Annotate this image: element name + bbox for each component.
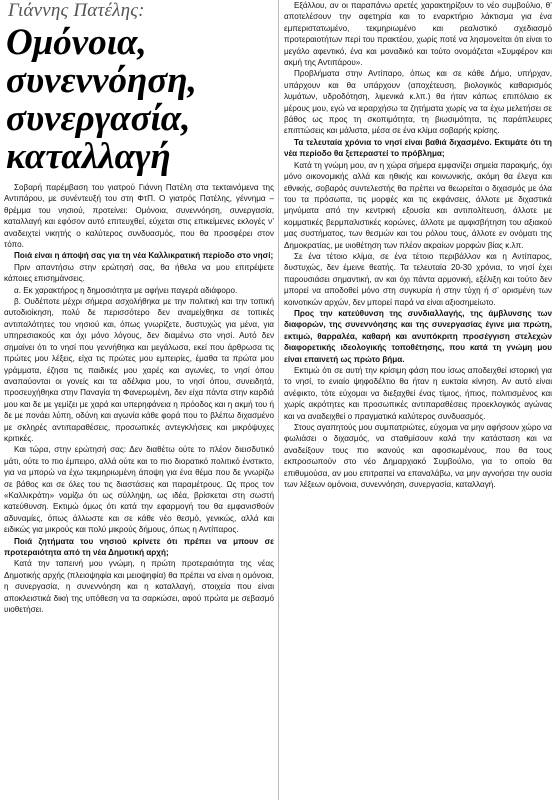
answer-paragraph: Σε ένα τέτοιο κλίμα, σε ένα τέτοιο περιβάλλον και η Αντίπαρος, δυστυχώς, δεν έμεινε θεατής. Τα τελευταία 20-30 χρόνια, το νησί έχει παρουσιάσει σημαντική, αν και όχι πάντα αρμονική, εξέλιξη και τούτο δεν μπορεί να αποδοθεί μόνο στη συγκυρία ή στην τύχη ή σ’ ορισμένη των κοινοτικών αρχών, δεν μπορεί παρά να είναι αξιοσημείωτο. bbox=[284, 251, 552, 307]
answer-paragraph: Και τώρα, στην ερώτησή σας: Δεν διαθέτω ούτε το πλέον διεισδυτικό μάτι, ούτε το πιο έμπειρο, αλλά ούτε και το πιο διορατικό πολιτικό ένστικτο, για να μπορώ να έχω τεκμηριωμένη άποψη για ένα θέμα που δε γνωρίζω σε βάθος και σε όλες του τις διαστάσεις και παραμέτρους. Ως προς τον «Καλλικράτη» νομίζω ότι ως σύλληψη, ως ιδέα, βρίσκεται στη σωστή κατεύθυνση. Εκτιμώ όμως ότι κατά την εφαρμογή του θα εμφανισθούν αδυναμίες, όπως άλλωστε και σε κάθε νέο θεσμό, γενικώς, αλλά και ειδικώς για μικρούς και πολύ μικρούς δήμους, όπως η Αντίπαρος. bbox=[4, 445, 274, 535]
answer-paragraph: Προβλήματα στην Αντίπαρο, όπως και σε κάθε Δήμο, υπήρχαν, υπάρχουν και θα υπάρχουν (αποχέτευση, βιολογικός καθαρισμός λυμάτων, υδροδότηση, λιμενικά κ.λπ.) θα ήταν κάπως επιπόλαιο εκ μέρους μου, εγώ να ιεραρχήσω τα ζητήματα χωρίς να τα έχω μελετήσει σε βάθος ως προς τη σκοπιμότητα, τη βιωσιμότητα, τις παράπλευρες επιπτώσεις και μάλιστα, μέσα σε ένα κλίμα σοβαρής κρίσης. bbox=[284, 69, 552, 136]
headline-line: συνεννόηση, bbox=[6, 60, 197, 101]
answer-paragraph: α. Εκ χαρακτήρος η δημοσιότητα με αφήνει παγερά αδιάφορο. bbox=[14, 285, 238, 295]
headline-line: Ομόνοια, bbox=[6, 22, 147, 63]
right-column bbox=[284, 0, 552, 490]
answer-paragraph: Κατά την ταπεινή μου γνώμη, η πρώτη προτεραιότητα της νέας Δημοτικής αρχής (πλειοψηφία και μειοψηφία) θα πρέπει να είναι η ομόνοια, η συνεργασία, η συνεννόηση και η καταλλαγή, στοιχεία που είναι αποκλειστικά δική της υπόθεση να τα σαρκώσει, αφού πρώτα με σεβασμό υιοθετήσει. bbox=[4, 559, 274, 615]
article-byline: Γιάννης Πατέλης: bbox=[8, 0, 145, 21]
answer-paragraph: Κατά τη γνώμη μου, αν η χώρα σήμερα εμφανίζει σημεία παρακμής, όχι μόνο οικονομικής αλλά και ηθικής και κοινωνικής, ακόμη θα έλεγα και εθνικής, σοβαρός συντελεστής θα πρέπει να θεωρείται ο διχασμός με όλα του τα πρόσωπα, τις μορφές και τις εκφάνσεις, άλλοτε με διχαστικά μηνύματα από την κεντρική εξουσία και αντιπολίτευση, άλλοτε με κομματικές βερμπαλιστικές κορώνες, άλλοτε με αμφισβήτηση του αξιακού μας συστήματος, των θεσμών και του ρόλου τους, άλλοτε εν ονόματι της Δημοκρατίας, με υιοθέτηση των πλέον ακραίων μορφών βίας κ.λπ. bbox=[284, 160, 552, 250]
headline-line: καταλλαγή bbox=[6, 136, 171, 177]
article-headline bbox=[6, 24, 274, 176]
answer-paragraph: Εξάλλου, αν οι παραπάνω αρετές χαρακτηρίζουν το νέο συμβούλιο, θ’ αποτελέσουν την αφετηρία και το εναρκτήριο λάκτισμα για ένα εμπεριστατωμένο, τεκμηριωμένο και ρεαλιστικό σχεδιασμό προτεραιοτήτων περί του πρακτέου, χωρίς ποτέ να λησμονείται ότι είναι το μεγάλο αφεντικό, ένα και μοναδικό και τούτο ονομάζεται «Συμφέρον και ακμή της Αντιπάρου». bbox=[284, 1, 552, 68]
interview-question: Ποιά ζητήματα του νησιού κρίνετε ότι πρέπει να μπουν σε προτεραιότητα από τη νέα Δημοτική αρχή; bbox=[4, 536, 274, 557]
bold-lead: Προς την κατεύθυνση της συνδιαλλαγής, της άμβλυνσης των διαφορών, της συνεννόησης και της συνεργασίας έγινε μια πρώτη, εκτιμώ, θαρραλέα, καθαρή και ανυπόκριτη προσέγγιση στελεχών διαφορετικής ιδεολογικής τοποθέτησης, που κατά τη γνώμη μου είναι επαινετή ως πρώτο βήμα. bbox=[284, 308, 552, 364]
answer-paragraph: β. Ουδέποτε μέχρι σήμερα ασχολήθηκα με την πολιτική και την τοπική αυτοδιοίκηση, πολύ δε περισσότερο δεν αναμείχθηκα σε τοπικές αντιπαλότητες του νησιού και, όπως γνωρίζετε, δυστυχώς για μένα, για υπηρεσιακούς και όχι μόνο λόγους, δεν διαμένω στο νησί. Αυτό δεν σημαίνει ότι το νησί που γεννήθηκα και μεγάλωσα, εκεί που άρθρωσα τις πρώτες μου λέξεις, είχα τις πρώτες μου εμπειρίες, έμαθα τα πρώτα μου γράμματα, έζησα τις παιδικές μου χαρές και αγωνίες, το νησί όπου αναπαύονται οι γονείς και τα αδέλφια μου, το νησί όπου, συνειδητά, προσευχήθηκα στην Παναγία τη Φανερωμένη, δεν είχα πάντα στην καρδιά μου και δε με γεμίζει με χαρά και υπερηφάνεια η πρόοδος και η ακμή του ή δε με πονάει λύπη, οδύνη και αγωνία κάθε φορά που το βλέπω διχασμένο με σκληρές αντιπαραθέσεις, προσωπικές αντεγκλήσεις και μικρόψυχες κριτικές. bbox=[4, 297, 274, 443]
interview-question: Ποιά είναι η άποψή σας για τη νέα Καλλικρατική περίοδο στο νησί; bbox=[14, 251, 274, 261]
answer-paragraph: Στους αγαπητούς μου συμπατριώτες, εύχομαι να μην αφήσουν χώρο να φωλιάσει ο διχασμός, να σταθμίσουν καλά την κατάσταση και να αναδείξουν τους πιο ικανούς και αφοσιωμένους, που θα τους εκπροσωπούν στο νέο Δημαρχιακό Συμβούλιο, για το οποίο θα επιθυμούσα, αν μου επιτραπεί να επαναλάβω, να μην αγνοήσει την ουσία των λέξεων ομόνοια, συνεννόηση, συνεργασία, καταλλαγή. bbox=[284, 423, 552, 490]
answer-paragraph-bold bbox=[284, 308, 552, 365]
answer-paragraph: Εκτιμώ ότι σε αυτή την κρίσιμη φάση που ίσως αποδειχθεί ιστορική για το νησί, το ενιαίο ψηφοδέλτιο θα ήταν η ευκταία κίνηση. Αν αυτό είναι ανέφικτο, τότε εύχομαι να διεξαχθεί ένας τίμιος, ήπιος, πολιτισμένος και χωρίς ακρότητες και προσωπικές αντιπαραθέσεις προεκλογικός αγώνας και να αναδειχθεί ο πραγματικά καλύτερος συνδυασμός. bbox=[284, 366, 552, 421]
right-body-text bbox=[284, 0, 552, 490]
column-divider bbox=[278, 0, 279, 800]
answer-paragraph: Σοβαρή παρέμβαση του γιατρού Γιάννη Πατέλη στα τεκταινόμενα της Αντιπάρου, με συνέντευξή του στη ΦτΠ. Ο γιατρός Πατέλης, γέννημα – θρέμμα του νησιού, προτείνει: Ομόνοια, συνεννόηση, συνεργασία, καταλλαγή και εφόσον αυτό επιτευχθεί, εύχεται στις επικείμενες εκλογές ν’ αναδειχτεί νικητής ο καλύτερος συνδυασμός, που θα προσφέρει στον τόπο. bbox=[4, 183, 274, 250]
answer-paragraph: Πριν απαντήσω στην ερώτησή σας, θα ήθελα να μου επιτρέψετε κάποιες επισημάνσεις. bbox=[4, 262, 274, 284]
left-body-text bbox=[4, 182, 274, 615]
interview-question: Τα τελευταία χρόνια το νησί είναι βαθιά διχασμένο. Εκτιμάτε ότι τη νέα περίοδο θα ξεπεραστεί το πρόβλημα; bbox=[284, 137, 552, 159]
headline-line: συνεργασία, bbox=[6, 98, 191, 139]
left-column bbox=[4, 0, 274, 615]
